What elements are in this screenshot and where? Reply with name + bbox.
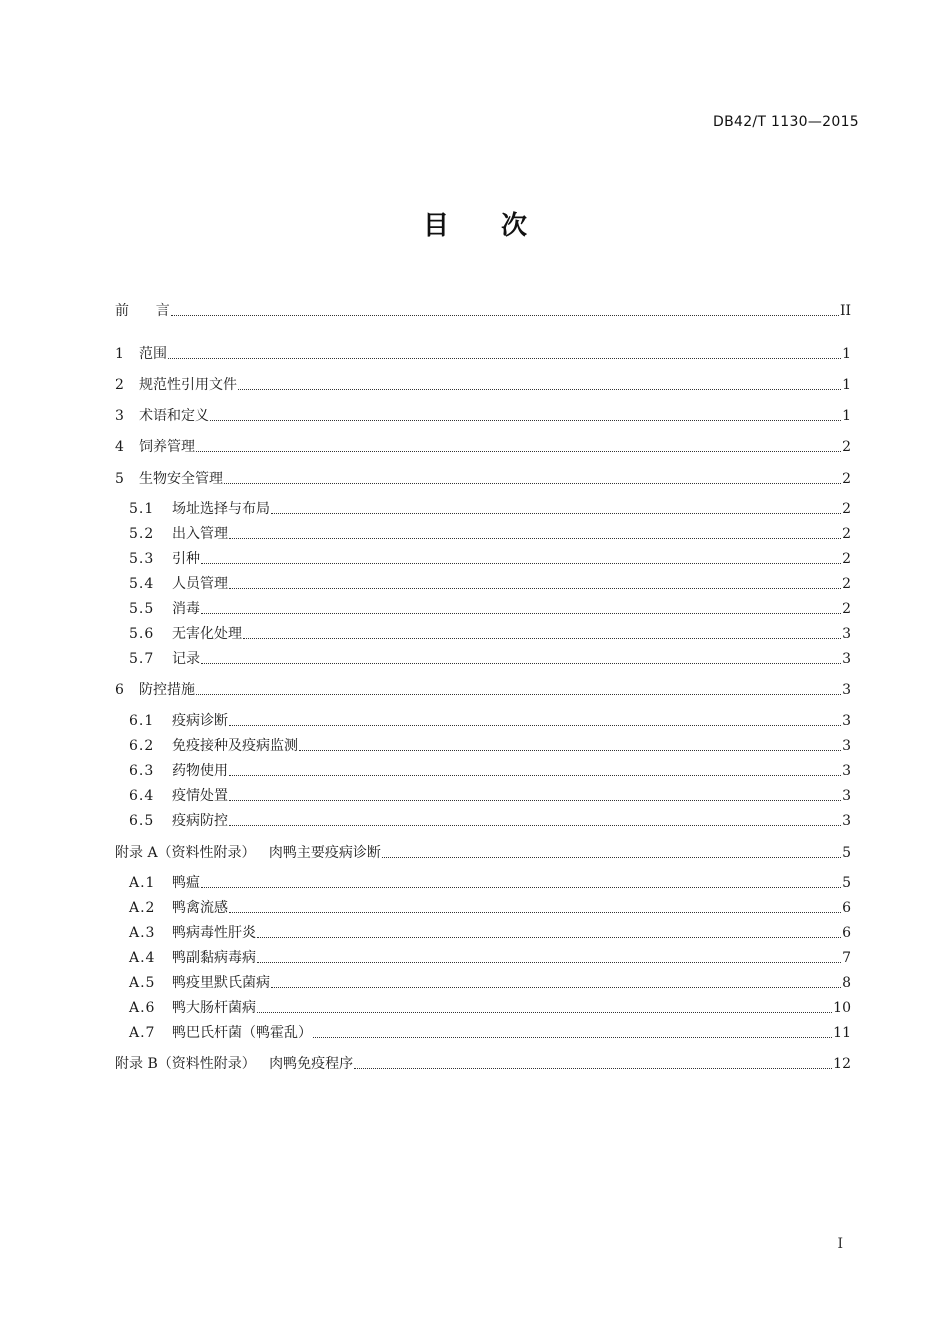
toc-dot-leader <box>229 587 841 589</box>
toc-entry-label: 鸭副黏病毒病 <box>172 950 256 966</box>
toc-entry-number: 6.3 <box>129 763 155 779</box>
toc-entry-number: A.3 <box>129 925 156 941</box>
toc-dot-leader <box>229 824 841 826</box>
toc-dot-leader <box>299 749 841 751</box>
toc-entry-number: A.6 <box>129 1000 156 1016</box>
toc-entry-label: 前 言 <box>115 303 170 319</box>
toc-entry[interactable] <box>129 1023 851 1043</box>
toc-entry[interactable] <box>129 761 851 781</box>
toc-entry-label: 免疫接种及疫病监测 <box>172 738 298 754</box>
toc-entry-page: 3 <box>842 626 851 642</box>
toc-entry-page: II <box>839 303 851 319</box>
toc-entry-page: 3 <box>842 738 851 754</box>
toc-entry-page: 3 <box>842 763 851 779</box>
document-code: DB42/T 1130—2015 <box>713 114 859 130</box>
toc-entry-label: 附录 B（资料性附录） 肉鸭免疫程序 <box>115 1056 354 1072</box>
toc-dot-leader <box>210 419 841 421</box>
toc-entry-number: A.2 <box>129 900 156 916</box>
toc-entry[interactable] <box>129 524 851 544</box>
toc-entry-number: 6.5 <box>129 813 155 829</box>
toc-entry-label: 规范性引用文件 <box>139 377 237 393</box>
toc-entry-page: 1 <box>842 408 851 424</box>
toc-entry-label: 饲养管理 <box>139 439 195 455</box>
toc-dot-leader <box>201 562 841 564</box>
toc-entry-label: 术语和定义 <box>139 408 209 424</box>
toc-entry-number: 5.5 <box>129 601 155 617</box>
toc-entry-page: 3 <box>842 788 851 804</box>
toc-entry-label: 场址选择与布局 <box>172 501 270 517</box>
toc-entry-page: 1 <box>842 377 851 393</box>
toc-entry[interactable] <box>129 998 851 1018</box>
toc-entry-number: 5.6 <box>129 626 155 642</box>
toc-entry-label: 鸭巴氏杆菌（鸭霍乱） <box>172 1025 312 1041</box>
toc-entry[interactable] <box>129 711 851 731</box>
toc-dot-leader <box>382 856 841 858</box>
toc-dot-leader <box>313 1036 832 1038</box>
toc-entry-number: 5 <box>115 471 124 487</box>
toc-entry-label: 疫病诊断 <box>172 713 228 729</box>
toc-entry-page: 3 <box>842 682 851 698</box>
toc-entry-number: A.5 <box>129 975 156 991</box>
toc-entry[interactable] <box>129 549 851 569</box>
toc-dot-leader <box>271 512 841 514</box>
toc-dot-leader <box>229 799 841 801</box>
toc-dot-leader <box>238 388 841 390</box>
toc-entry-page: 8 <box>842 975 851 991</box>
toc-dot-leader <box>224 482 841 484</box>
toc-dot-leader <box>196 450 841 452</box>
toc-dot-leader <box>201 662 841 664</box>
toc-dot-leader <box>168 357 841 359</box>
toc-entry[interactable] <box>115 375 851 395</box>
toc-entry[interactable] <box>115 406 851 426</box>
toc-entry-label: 疫情处置 <box>172 788 228 804</box>
toc-dot-leader <box>243 637 841 639</box>
toc-entry-page: 2 <box>842 439 851 455</box>
toc-entry[interactable] <box>115 1054 851 1074</box>
toc-entry-label: 无害化处理 <box>172 626 242 642</box>
toc-entry-page: 2 <box>842 471 851 487</box>
toc-entry-label: 鸭大肠杆菌病 <box>172 1000 256 1016</box>
toc-entry-label: 消毒 <box>172 601 200 617</box>
toc-entry[interactable] <box>129 649 851 669</box>
toc-entry-number: 1 <box>115 346 124 362</box>
toc-entry-label: 鸭疫里默氏菌病 <box>172 975 270 991</box>
toc-entry[interactable] <box>129 811 851 831</box>
toc-entry-label: 鸭禽流感 <box>172 900 228 916</box>
toc-entry-number: 6 <box>115 682 124 698</box>
toc-entry[interactable] <box>129 736 851 756</box>
toc-entry[interactable] <box>129 499 851 519</box>
toc-entry[interactable] <box>115 843 851 863</box>
toc-entry-page: 3 <box>842 651 851 667</box>
toc-entry-page: 5 <box>842 875 851 891</box>
toc-entry-label: 生物安全管理 <box>139 471 223 487</box>
toc-dot-leader <box>229 911 841 913</box>
toc-entry-label: 防控措施 <box>139 682 195 698</box>
toc-entry-page: 2 <box>842 501 851 517</box>
toc-dot-leader <box>271 986 841 988</box>
toc-dot-leader <box>257 936 841 938</box>
toc-entry-page: 1 <box>842 346 851 362</box>
toc-dot-leader <box>196 693 841 695</box>
toc-entry[interactable] <box>129 624 851 644</box>
toc-entry-page: 6 <box>842 925 851 941</box>
toc-entry-label: 药物使用 <box>172 763 228 779</box>
toc-dot-leader <box>257 961 841 963</box>
toc-entry-number: 4 <box>115 439 124 455</box>
toc-entry-number: A.7 <box>129 1025 156 1041</box>
toc-entry-label: 引种 <box>172 551 200 567</box>
toc-entry-number: 5.2 <box>129 526 155 542</box>
toc-entry-label: 鸭瘟 <box>172 875 200 891</box>
toc-entry-label: 记录 <box>172 651 200 667</box>
toc-dot-leader <box>354 1067 832 1069</box>
toc-entry-page: 12 <box>833 1056 851 1072</box>
toc-entry-page: 2 <box>842 601 851 617</box>
toc-entry-label: 出入管理 <box>172 526 228 542</box>
toc-entry-page: 2 <box>842 551 851 567</box>
toc-entry-number: 6.1 <box>129 713 155 729</box>
toc-entry[interactable] <box>129 574 851 594</box>
toc-entry-number: 5.4 <box>129 576 155 592</box>
toc-entry[interactable] <box>129 786 851 806</box>
toc-dot-leader <box>201 612 841 614</box>
toc-entry[interactable] <box>115 469 851 489</box>
toc-entry-label: 疫病防控 <box>172 813 228 829</box>
toc-entry-label: 范围 <box>139 346 167 362</box>
toc-entry-page: 2 <box>842 576 851 592</box>
toc-entry[interactable] <box>129 973 851 993</box>
toc-entry-page: 2 <box>842 526 851 542</box>
toc-entry-page: 6 <box>842 900 851 916</box>
toc-entry[interactable] <box>115 680 851 700</box>
toc-dot-leader <box>257 1011 832 1013</box>
toc-entry-label: 鸭病毒性肝炎 <box>172 925 256 941</box>
toc-dot-leader <box>229 537 841 539</box>
toc-entry-number: 2 <box>115 377 124 393</box>
toc-entry-number: 6.4 <box>129 788 155 804</box>
toc-dot-leader <box>171 314 839 316</box>
toc-entry[interactable] <box>115 344 851 364</box>
toc-entry-number: A.1 <box>129 875 156 891</box>
toc-entry[interactable] <box>129 898 851 918</box>
toc-entry-page: 5 <box>842 845 851 861</box>
toc-entry-number: 3 <box>115 408 124 424</box>
toc-entry[interactable] <box>115 437 851 457</box>
toc-entry-number: 5.7 <box>129 651 155 667</box>
toc-entry[interactable] <box>129 948 851 968</box>
toc-entry-number: 5.1 <box>129 501 155 517</box>
toc-dot-leader <box>201 886 841 888</box>
toc-entry-number: A.4 <box>129 950 156 966</box>
toc-entry-label: 人员管理 <box>172 576 228 592</box>
toc-entry-page: 3 <box>842 813 851 829</box>
toc-entry-label: 附录 A（资料性附录） 肉鸭主要疫病诊断 <box>115 845 381 861</box>
toc-entry-number: 5.3 <box>129 551 155 567</box>
toc-entry-page: 7 <box>842 950 851 966</box>
toc-dot-leader <box>229 724 841 726</box>
toc-entry[interactable] <box>129 923 851 943</box>
toc-entry[interactable] <box>115 301 851 321</box>
toc-entry-number: 6.2 <box>129 738 155 754</box>
toc-entry[interactable] <box>129 599 851 619</box>
toc-entry-page: 10 <box>833 1000 851 1016</box>
toc-entry-page: 3 <box>842 713 851 729</box>
toc-entry-page: 11 <box>833 1025 851 1041</box>
toc-entry[interactable] <box>129 873 851 893</box>
page-number: I <box>837 1236 843 1252</box>
page-title: 目次 <box>422 211 579 241</box>
toc-dot-leader <box>229 774 841 776</box>
